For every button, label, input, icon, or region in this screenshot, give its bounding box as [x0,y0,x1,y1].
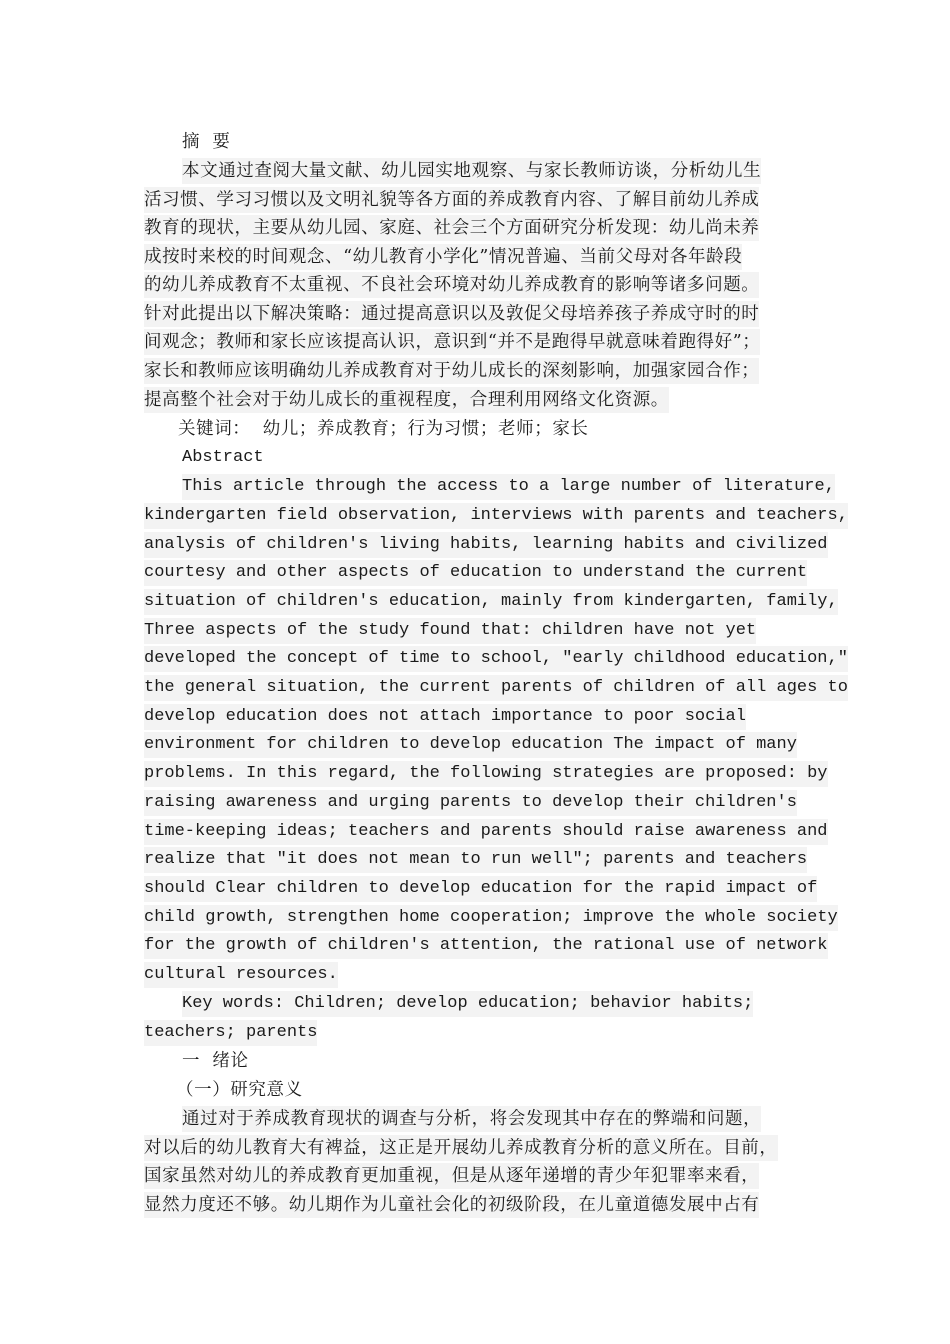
abstract-en-line: developed the concept of time to school, "early childhood education," [144,646,848,672]
abstract-en-line: situation of children's education, mainly from kindergarten, family, [144,589,838,615]
abstract-en-line: time-keeping ideas; teachers and parents should raise awareness and [144,819,828,845]
abstract-cn-line: 成按时来校的时间观念、“幼儿教育小学化”情况普遍、当前父母对各年龄段 [144,244,742,270]
body-line: 通过对于养成教育现状的调查与分析，将会发现其中存在的弊端和问题， [182,1106,761,1132]
abstract-en-line: raising awareness and urging parents to develop their children's [144,790,797,816]
abstract-en-line: analysis of children's living habits, learning habits and civilized [144,532,828,558]
abstract-en-line: Three aspects of the study found that: children have not yet [144,618,756,644]
abstract-en-keywords: teachers; parents [144,1020,317,1046]
abstract-cn-heading: 摘 要 [182,132,231,152]
abstract-en-line: problems. In this regard, the following strategies are proposed: by [144,761,828,787]
abstract-en-line: the general situation, the current parents of children of all ages to [144,675,848,701]
abstract-en-line: cultural resources. [144,962,338,988]
abstract-cn-line: 的幼儿养成教育不太重视、不良社会环境对幼儿养成教育的影响等诸多问题。 [144,272,759,298]
abstract-en-line: environment for children to develop education The impact of many [144,732,797,758]
abstract-en-line: develop education does not attach importance to poor social [144,704,746,730]
abstract-en-line: should Clear children to develop education for the rapid impact of [144,876,817,902]
abstract-en-line: kindergarten field observation, interviews with parents and teachers, [144,503,848,529]
abstract-en-line: This article through the access to a large number of literature, [182,474,835,500]
abstract-en-heading: Abstract [182,448,264,467]
body-line: 对以后的幼儿教育大有裨益，这正是开展幼儿养成教育分析的意义所在。目前， [144,1135,778,1161]
abstract-cn-line: 提高整个社会对于幼儿成长的重视程度，合理利用网络文化资源。 [144,387,669,413]
abstract-en-line: realize that "it does not mean to run well"; parents and teachers [144,847,807,873]
abstract-cn-line: 活习惯、学习习惯以及文明礼貌等各方面的养成教育内容、了解目前幼儿养成 [144,187,759,213]
abstract-en-line: courtesy and other aspects of education to understand the current [144,560,807,586]
abstract-cn-line: 家长和教师应该明确幼儿养成教育对于幼儿成长的深刻影响，加强家园合作； [144,358,759,384]
abstract-cn-line: 教育的现状，主要从幼儿园、家庭、社会三个方面研究分析发现：幼儿尚未养 [144,215,759,241]
abstract-cn-line: 针对此提出以下解决策略：通过提高意识以及敦促父母培养孩子养成守时的时 [144,301,759,327]
body-line: 国家虽然对幼儿的养成教育更加重视，但是从逐年递增的青少年犯罪率来看， [144,1163,759,1189]
chapter-heading: 一 绪论 [182,1051,249,1071]
abstract-en-line: child growth, strengthen home cooperation; improve the whole society [144,905,838,931]
abstract-cn-line: 本文通过查阅大量文献、幼儿园实地观察、与家长教师访谈，分析幼儿生 [182,158,761,184]
section-heading: （一）研究意义 [176,1080,303,1100]
abstract-cn-line: 间观念；教师和家长应该提高认识，意识到“并不是跑得早就意味着跑得好”； [144,329,760,355]
body-line: 显然力度还不够。幼儿期作为儿童社会化的初级阶段，在儿童道德发展中占有 [144,1192,759,1218]
abstract-en-line: for the growth of children's attention, the rational use of network [144,933,828,959]
abstract-en-keywords: Key words: Children; develop education; behavior habits; [182,991,753,1017]
abstract-cn-keywords: 关键词： 幼儿；养成教育；行为习惯；老师；家长 [178,419,589,439]
